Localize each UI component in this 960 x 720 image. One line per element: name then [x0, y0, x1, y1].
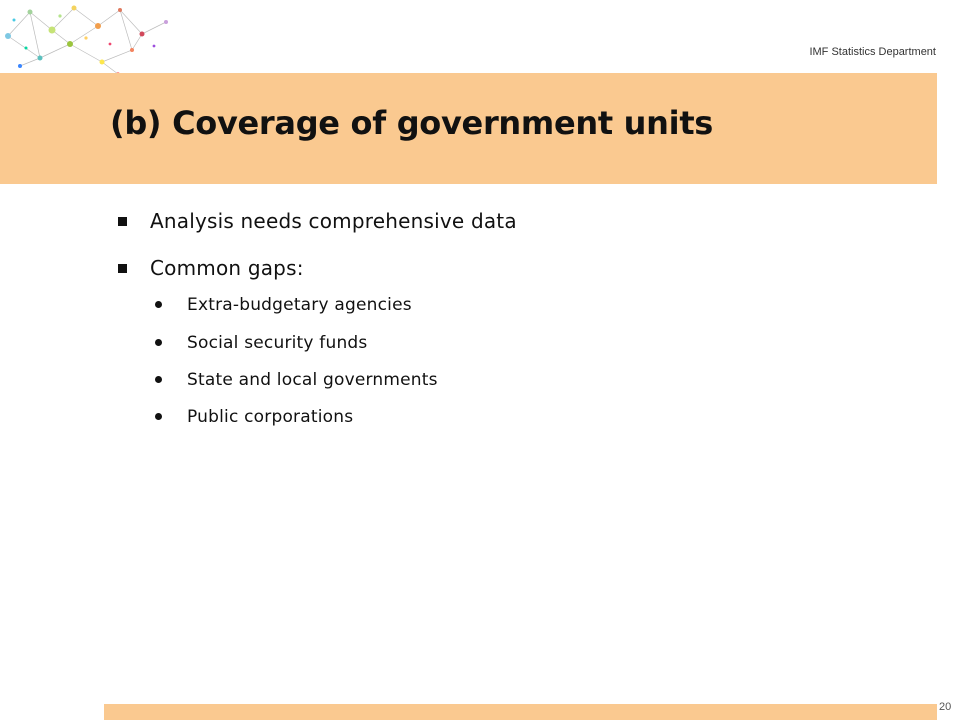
round-bullet-icon: [155, 339, 162, 346]
sub-bullet-text: State and local governments: [187, 370, 438, 390]
round-bullet-icon: [155, 376, 162, 383]
square-bullet-icon: [118, 217, 127, 226]
round-bullet-icon: [155, 301, 162, 308]
sub-bullet-text: Extra-budgetary agencies: [187, 295, 412, 315]
square-bullet-icon: [118, 264, 127, 273]
page-number: 20: [939, 701, 952, 713]
footer-band: [104, 704, 937, 720]
department-label: IMF Statistics Department: [809, 46, 936, 58]
slide-title: (b) Coverage of government units: [110, 104, 714, 142]
sub-bullet-text: Public corporations: [187, 407, 354, 427]
bullet-text: Common gaps:: [150, 256, 304, 280]
round-bullet-icon: [155, 413, 162, 420]
bullet-text: Analysis needs comprehensive data: [150, 209, 517, 233]
sub-bullet-text: Social security funds: [187, 333, 368, 353]
